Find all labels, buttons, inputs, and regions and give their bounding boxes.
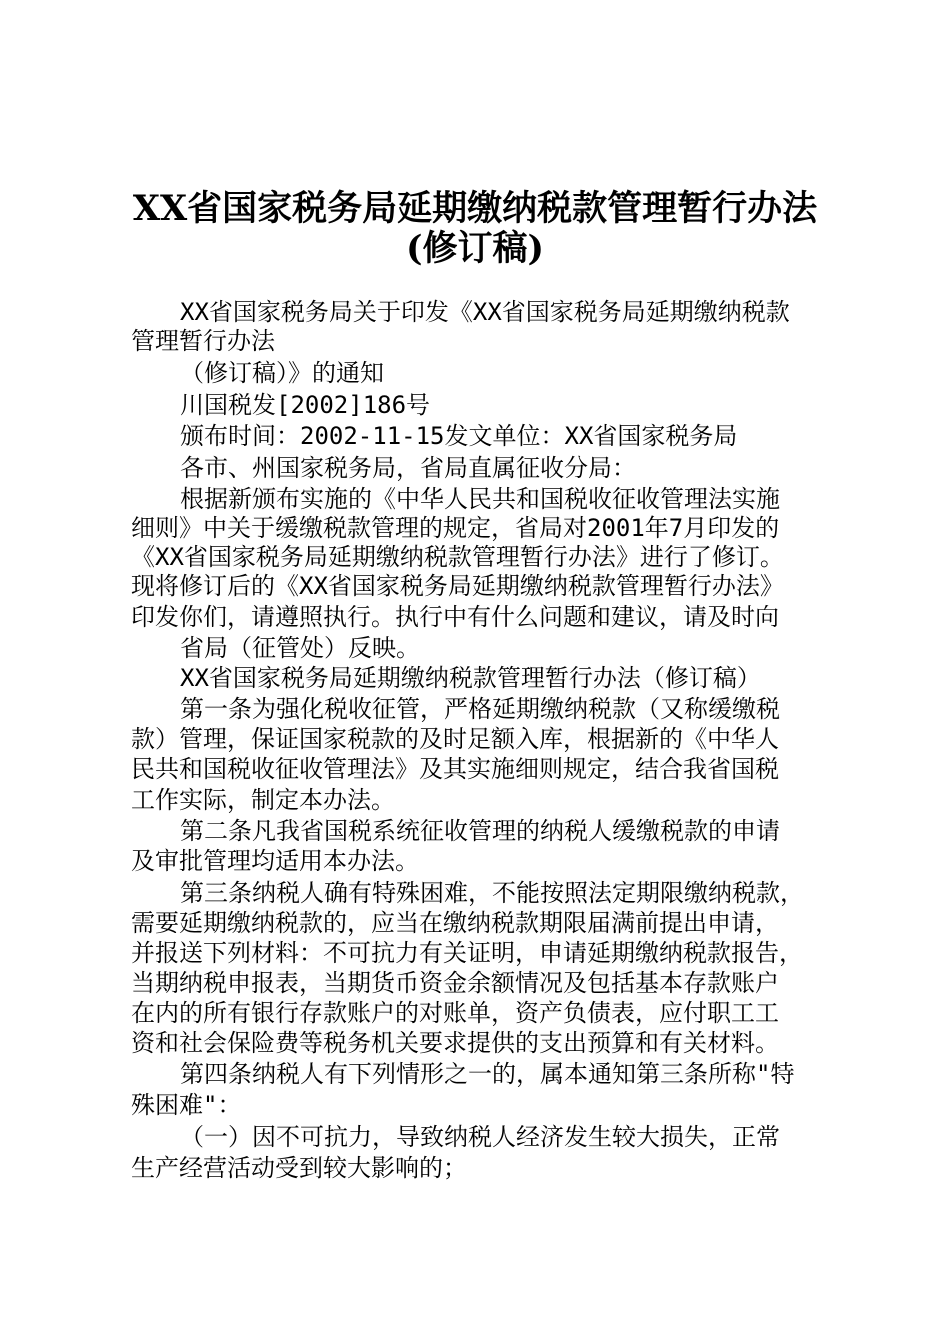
article-line: 民共和国税收征收管理法》及其实施细则规定，结合我省国税 (131, 755, 779, 783)
article-line: 款）管理，保证国家税款的及时足额入库，根据新的《中华人 (131, 725, 779, 753)
article-line: 资和社会保险费等税务机关要求提供的支出预算和有关材料。 (131, 1029, 779, 1057)
article-line: 需要延期缴纳税款的，应当在缴纳税款期限届满前提出申请， (131, 909, 779, 937)
body-line: 《XX省国家税务局延期缴纳税款管理暂行办法》进行了修订。 (131, 543, 784, 571)
body-line: 细则》中关于缓缴税款管理的规定，省局对2001年7月印发的 (131, 514, 780, 542)
section-heading: XX省国家税务局延期缴纳税款管理暂行办法（修订稿） (180, 664, 761, 692)
article-line: 第一条为强化税收征管，严格延期缴纳税款（又称缓缴税 (180, 695, 780, 723)
body-line: 管理暂行办法 (131, 327, 275, 355)
body-line: XX省国家税务局关于印发《XX省国家税务局延期缴纳税款 (180, 298, 790, 326)
article-line: 当期纳税申报表，当期货币资金余额情况及包括基本存款账户 (131, 969, 779, 997)
body-line: （修订稿）》的通知 (180, 359, 384, 387)
document-title-suffix: (修订稿) (405, 228, 545, 269)
article-line: 并报送下列材料：不可抗力有关证明，申请延期缴纳税款报告， (131, 939, 803, 967)
body-line: 现将修订后的《XX省国家税务局延期缴纳税款管理暂行办法》 (131, 572, 784, 600)
article-line: 第三条纳税人确有特殊困难，不能按照法定期限缴纳税款， (180, 879, 804, 907)
article-line: （一）因不可抗力，导致纳税人经济发生较大损失，正常 (180, 1123, 780, 1151)
article-line: 殊困难"： (131, 1091, 242, 1119)
body-line: 根据新颁布实施的《中华人民共和国税收征收管理法实施 (180, 485, 780, 513)
article-line: 生产经营活动受到较大影响的； (131, 1154, 467, 1182)
article-line: 及审批管理均适用本办法。 (131, 847, 419, 875)
article-line: 工作实际，制定本办法。 (131, 786, 395, 814)
document-number: 川国税发[2002]186号 (180, 391, 431, 419)
article-line: 第四条纳税人有下列情形之一的，属本通知第三条所称"特 (180, 1060, 795, 1088)
article-line: 第二条凡我省国税系统征收管理的纳税人缓缴税款的申请 (180, 817, 780, 845)
body-line: 省局（征管处）反映。 (180, 634, 420, 662)
article-line: 在内的所有银行存款账户的对账单，资产负债表，应付职工工 (131, 999, 779, 1027)
addressee: 各市、州国家税务局，省局直属征收分局： (180, 454, 636, 482)
issue-info: 颁布时间：2002-11-15发文单位：XX省国家税务局 (180, 422, 738, 450)
document-title: XX省国家税务局延期缴纳税款管理暂行办法 (132, 188, 818, 229)
body-line: 印发你们，请遵照执行。执行中有什么问题和建议，请及时向 (131, 603, 779, 631)
